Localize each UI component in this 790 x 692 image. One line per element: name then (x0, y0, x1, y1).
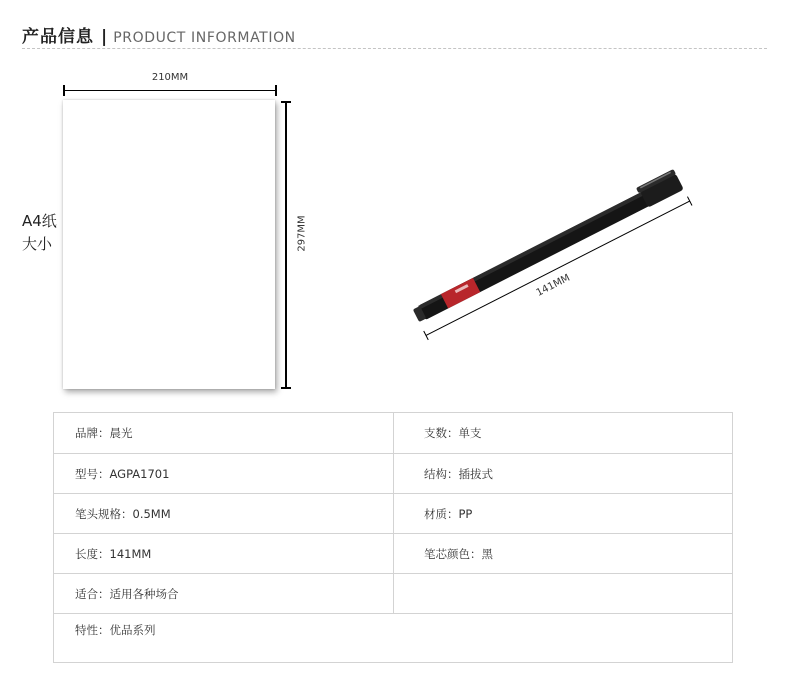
dimension-tick (281, 387, 291, 389)
spec-tip-size: 笔头规格：0.5MM (54, 494, 394, 533)
paper-size-label (22, 210, 57, 256)
table-row (54, 413, 732, 453)
header-title-en: PRODUCT INFORMATION (113, 30, 296, 46)
spec-structure: 结构：插拔式 (424, 466, 493, 481)
paper-width-label: 210MM (151, 72, 189, 83)
dimension-tick (281, 101, 291, 103)
paper-height-dimension-line (285, 101, 287, 389)
spec-empty-cell (394, 574, 732, 613)
pen-illustration (390, 160, 720, 350)
table-row (54, 533, 732, 573)
spec-usage: 适合：适用各种场合 (54, 574, 394, 613)
dimension-tick (275, 85, 277, 96)
a4-paper-sheet (63, 100, 275, 389)
spec-model: 型号：AGPA1701 (54, 454, 394, 493)
table-row (54, 613, 732, 662)
header-separator: | (101, 27, 108, 47)
spec-length: 长度：141MM (54, 534, 394, 573)
spec-table (53, 412, 733, 663)
paper-label-line1: A4纸 (22, 212, 57, 230)
table-row (54, 453, 732, 493)
pen-svg (390, 160, 720, 350)
spec-material: 材质：PP (424, 506, 473, 521)
pen-label-band (441, 278, 480, 309)
spec-feature: 特性：优品系列 (75, 623, 156, 637)
paper-width-dimension-line (63, 90, 277, 91)
spec-ink-color: 笔芯颜色：黑 (424, 546, 493, 561)
header-divider (22, 48, 767, 49)
pen-length-label: 141MM (534, 272, 572, 299)
table-row (54, 493, 732, 533)
dimension-tick (63, 85, 65, 96)
paper-height-label: 297MM (296, 215, 308, 252)
spec-brand: 品牌：晨光 (54, 413, 394, 453)
spec-quantity: 支数：单支 (424, 426, 482, 440)
section-header (22, 22, 296, 48)
header-title-cn: 产品信息 (22, 27, 94, 47)
table-row (54, 573, 732, 613)
paper-label-line2: 大小 (22, 235, 53, 253)
